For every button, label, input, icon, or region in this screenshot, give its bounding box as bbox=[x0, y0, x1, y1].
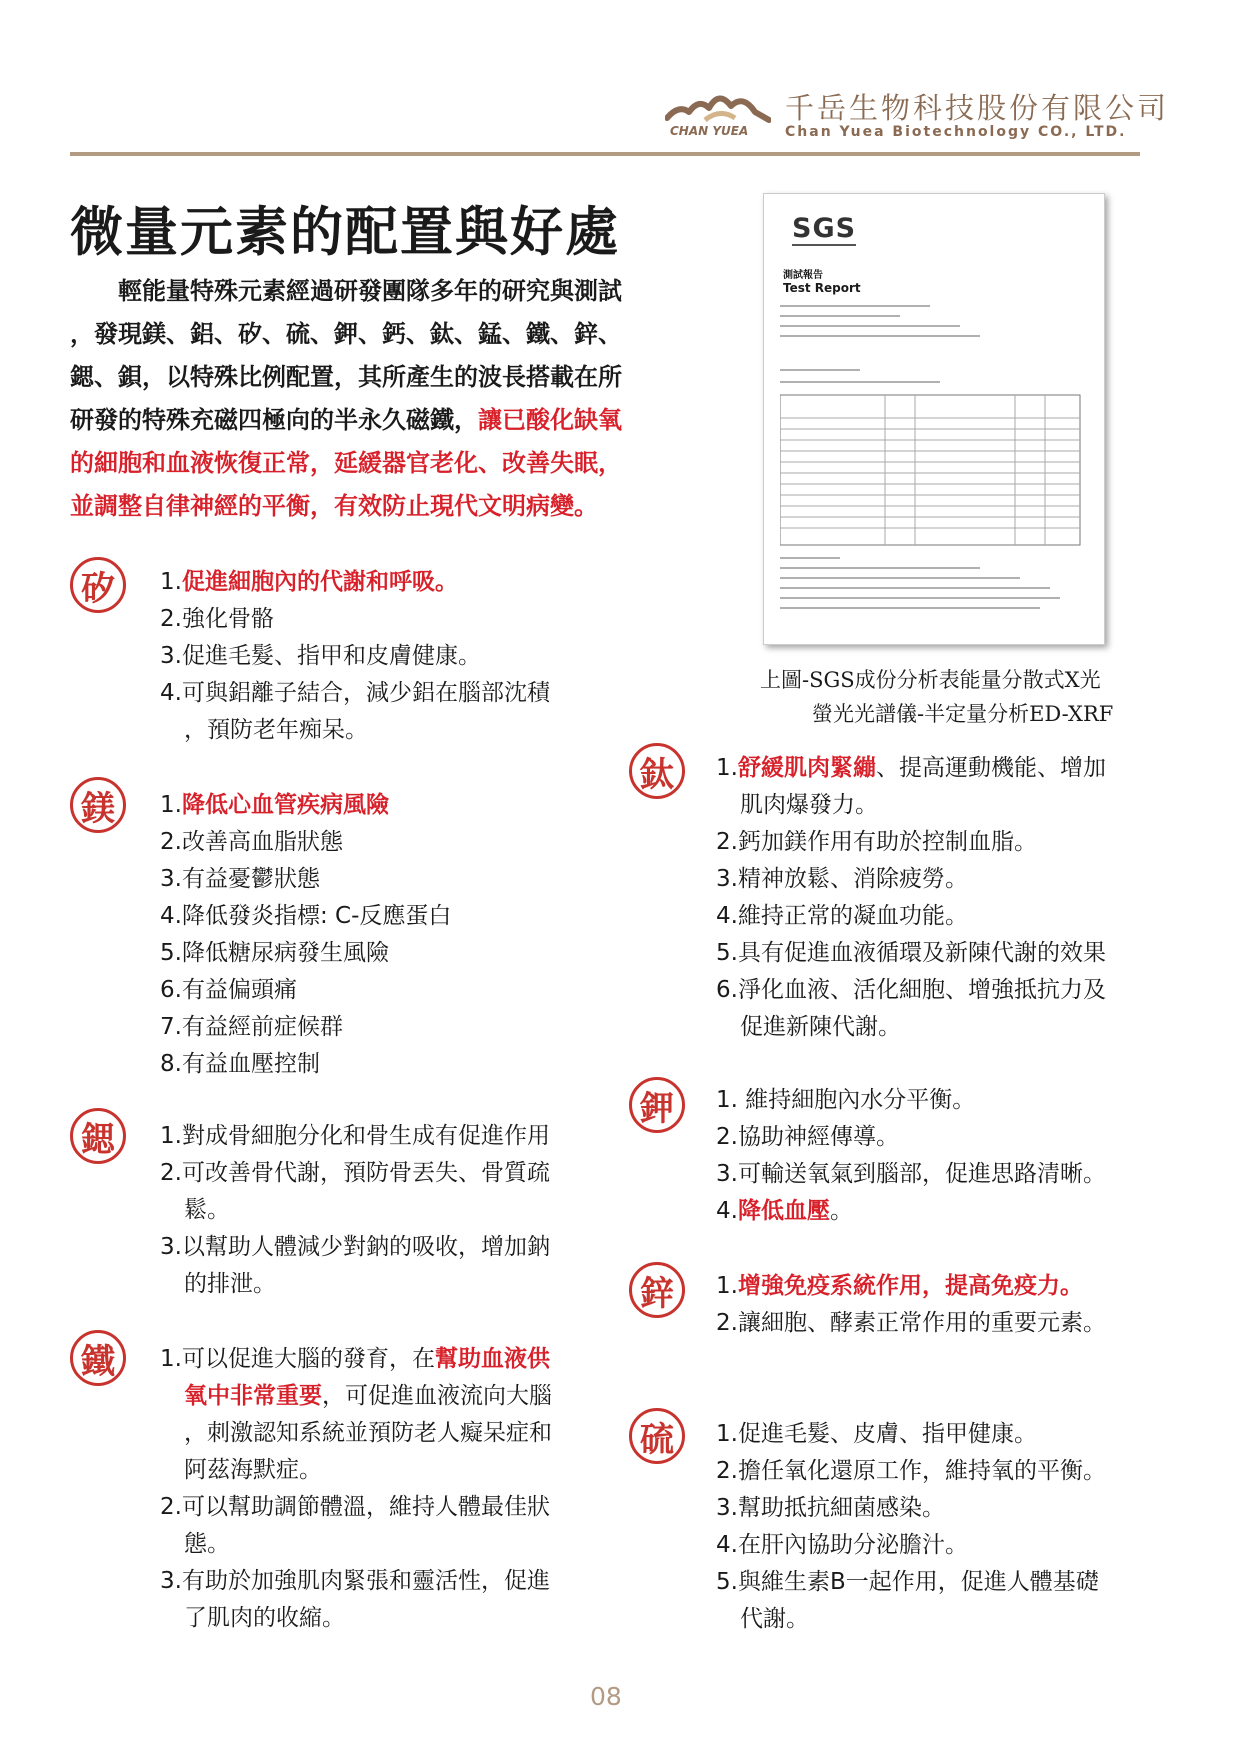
company-name-en: Chan Yuea Biotechnology CO., LTD. bbox=[785, 124, 1127, 140]
intro-paragraph bbox=[70, 270, 720, 528]
report-title-cn: 測試報告 bbox=[783, 270, 823, 281]
list-item: 3.促進毛髮、指甲和皮膚健康。 bbox=[160, 643, 481, 669]
iron-benefits-list bbox=[160, 1341, 552, 1637]
list-item: 的排泄。 bbox=[184, 1271, 276, 1297]
list-item: 3.幫助抵抗細菌感染。 bbox=[716, 1495, 945, 1521]
intro-line: 輕能量特殊元素經過研發團隊多年的研究與測試 bbox=[70, 277, 622, 305]
list-item: 1.降低心血管疾病風險 bbox=[160, 792, 389, 818]
report-caption bbox=[760, 663, 1113, 731]
list-item: 2.強化骨骼 bbox=[160, 606, 274, 632]
list-item: 氧中非常重要，可促進血液流向大腦 bbox=[184, 1383, 552, 1409]
silicon-stamp-icon: 矽 bbox=[70, 557, 126, 613]
list-item: 2.可改善骨代謝，預防骨丟失、骨質疏 bbox=[160, 1160, 550, 1186]
list-item: 3.有益憂鬱狀態 bbox=[160, 866, 320, 892]
list-item: 6.淨化血液、活化細胞、增強抵抗力及 bbox=[716, 977, 1106, 1003]
sulfur-stamp-icon: 硫 bbox=[629, 1408, 685, 1464]
list-item: 2.協助神經傳導。 bbox=[716, 1124, 899, 1150]
silicon-benefits-list bbox=[160, 564, 550, 749]
list-item: 4.降低發炎指標: C-反應蛋白 bbox=[160, 903, 452, 929]
intro-highlight-line: 並調整自律神經的平衡，有效防止現代文明病變。 bbox=[70, 492, 598, 520]
list-item: 肌肉爆發力。 bbox=[740, 792, 878, 818]
sgs-logo: SGS bbox=[792, 213, 857, 244]
iron-stamp-icon: 鐵 bbox=[70, 1330, 126, 1386]
caption-line: 上圖-SGS成份分析表能量分散式X光 bbox=[760, 668, 1101, 692]
list-item: ，預防老年痴呆。 bbox=[184, 717, 368, 743]
list-item: 3.可輸送氧氣到腦部，促進思路清晰。 bbox=[716, 1161, 1106, 1187]
list-item: 促進新陳代謝。 bbox=[740, 1014, 901, 1040]
list-item: 2.可以幫助調節體溫，維持人體最佳狀 bbox=[160, 1494, 550, 1520]
magnesium-stamp-icon: 鎂 bbox=[70, 777, 126, 833]
list-item: 5.與維生素B一起作用，促進人體基礎 bbox=[716, 1569, 1099, 1595]
list-item: 1.增強免疫系統作用，提高免疫力。 bbox=[716, 1273, 1083, 1299]
header-divider bbox=[70, 152, 1140, 156]
intro-highlight-line: 的細胞和血液恢復正常，延緩器官老化、改善失眠， bbox=[70, 449, 622, 477]
list-item: 1.促進細胞內的代謝和呼吸。 bbox=[160, 569, 458, 595]
potassium-benefits-list bbox=[716, 1082, 1106, 1230]
list-item: 2.鈣加鎂作用有助於控制血脂。 bbox=[716, 829, 1037, 855]
potassium-stamp-icon: 鉀 bbox=[629, 1077, 685, 1133]
list-item: 4.可與鋁離子結合，減少鋁在腦部沈積 bbox=[160, 680, 550, 706]
zinc-stamp-icon: 鋅 bbox=[629, 1262, 685, 1318]
magnesium-benefits-list bbox=[160, 787, 451, 1083]
sulfur-benefits-list bbox=[716, 1416, 1106, 1638]
list-item: 5.降低糖尿病發生風險 bbox=[160, 940, 389, 966]
list-item: 2.改善高血脂狀態 bbox=[160, 829, 343, 855]
list-item: 2.讓細胞、酵素正常作用的重要元素。 bbox=[716, 1310, 1106, 1336]
report-title-en: Test Report bbox=[783, 281, 861, 295]
list-item: 代謝。 bbox=[740, 1606, 809, 1632]
list-item: 1.對成骨細胞分化和骨生成有促進作用 bbox=[160, 1123, 550, 1149]
list-item: 鬆。 bbox=[184, 1197, 230, 1223]
list-item: 1.舒緩肌肉緊繃、提高運動機能、增加 bbox=[716, 755, 1106, 781]
page-number: 08 bbox=[590, 1682, 622, 1711]
strontium-benefits-list bbox=[160, 1118, 550, 1303]
list-item: 8.有益血壓控制 bbox=[160, 1051, 320, 1077]
list-item: 6.有益偏頭痛 bbox=[160, 977, 297, 1003]
zinc-benefits-list bbox=[716, 1268, 1106, 1342]
list-item: 1.促進毛髮、皮膚、指甲健康。 bbox=[716, 1421, 1037, 1447]
list-item: 2.擔任氧化還原工作，維持氧的平衡。 bbox=[716, 1458, 1106, 1484]
list-item: 態。 bbox=[184, 1531, 230, 1557]
list-item: 3.有助於加強肌肉緊張和靈活性，促進 bbox=[160, 1568, 550, 1594]
list-item: 7.有益經前症候群 bbox=[160, 1014, 343, 1040]
list-item: 4.維持正常的凝血功能。 bbox=[716, 903, 968, 929]
list-item: 5.具有促進血液循環及新陳代謝的效果 bbox=[716, 940, 1106, 966]
intro-line: 鍶、鋇，以特殊比例配置，其所產生的波長搭載在所 bbox=[70, 363, 622, 391]
list-item: 1. 維持細胞內水分平衡。 bbox=[716, 1087, 976, 1113]
titanium-stamp-icon: 鈦 bbox=[629, 743, 685, 799]
company-name-cn: 千岳生物科技股份有限公司 bbox=[785, 91, 1170, 125]
page-title: 微量元素的配置與好處 bbox=[70, 201, 620, 263]
strontium-stamp-icon: 鍶 bbox=[70, 1108, 126, 1164]
list-item: 3.精神放鬆、消除疲勞。 bbox=[716, 866, 968, 892]
report-table-figure bbox=[780, 300, 1090, 630]
list-item: 4.降低血壓。 bbox=[716, 1198, 853, 1224]
logo-wordmark: CHAN YUEA bbox=[670, 124, 749, 138]
list-item: ，刺激認知系統並預防老人癡呆症和 bbox=[184, 1420, 552, 1446]
list-item: 4.在肝內協助分泌膽汁。 bbox=[716, 1532, 968, 1558]
titanium-benefits-list bbox=[716, 750, 1106, 1046]
list-item: 1.可以促進大腦的發育，在幫助血液供 bbox=[160, 1346, 550, 1372]
list-item: 3.以幫助人體減少對鈉的吸收，增加鈉 bbox=[160, 1234, 550, 1260]
list-item: 了肌肉的收縮。 bbox=[184, 1605, 345, 1631]
caption-line: 螢光光譜儀-半定量分析ED-XRF bbox=[812, 702, 1114, 726]
list-item: 阿茲海默症。 bbox=[184, 1457, 322, 1483]
intro-line: 研發的特殊充磁四極向的半永久磁鐵，讓已酸化缺氧 bbox=[70, 406, 622, 434]
intro-line: ，發現鎂、鋁、矽、硫、鉀、鈣、鈦、錳、鐵、鋅、 bbox=[70, 320, 622, 348]
